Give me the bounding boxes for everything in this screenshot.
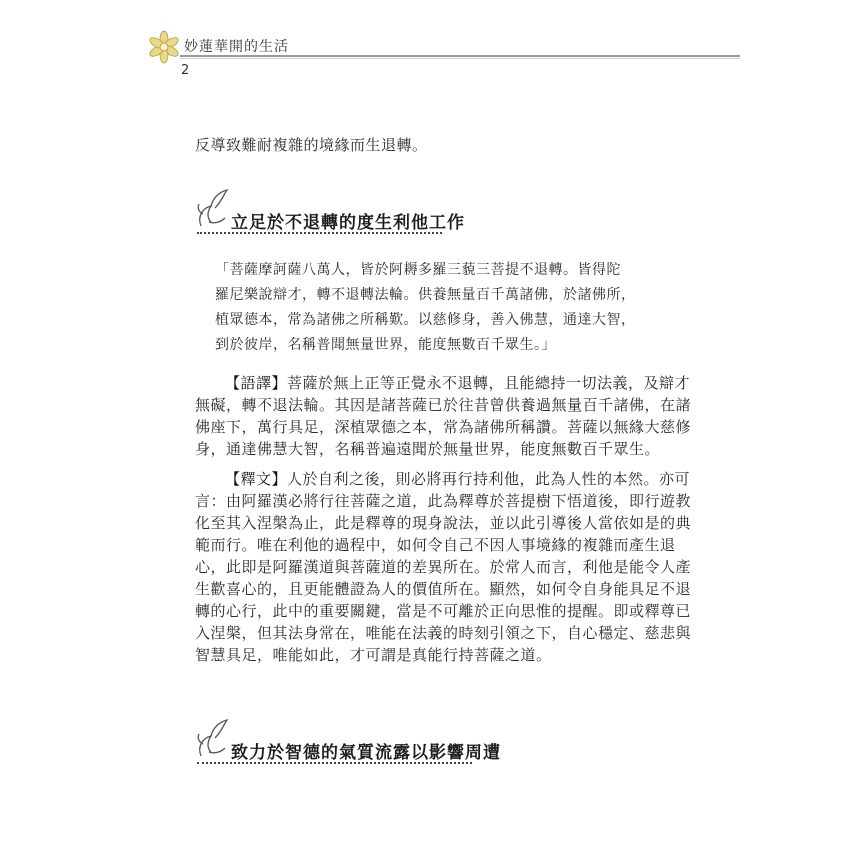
commentary-line: 化至其入涅槃為止，此是釋尊的現身說法，並以此引導後人當依如是的典 — [195, 514, 692, 532]
bird-ornament-icon — [195, 716, 233, 760]
translation-line: 佛座下，萬行具足，深植眾德之本，常為諸佛所稱讚。菩薩以無緣大慈修 — [195, 418, 692, 436]
section-heading-1 — [195, 186, 675, 236]
section-heading-text: 立足於不退轉的度生利他工作 — [231, 213, 465, 233]
commentary-line: 生歡喜心的，且更能體證為人的價值所在。顯然，如何令自身能具足不退 — [195, 580, 692, 598]
bird-ornament-icon — [195, 186, 233, 230]
quote-line: 到於彼岸，名稱普聞無量世界，能度無數百千眾生。」 — [215, 337, 556, 353]
commentary-paragraph — [195, 468, 692, 666]
book-title: 妙蓮華開的生活 — [184, 39, 289, 55]
heading-dotted-underline — [197, 762, 472, 764]
commentary-line: 智慧具足，唯能如此，才可謂是真能行持菩薩之道。 — [195, 646, 552, 664]
section-heading-text: 致力於智德的氣質流露以影響周遭 — [231, 743, 501, 763]
commentary-line: 【釋文】人於自利之後，則必將再行持利他，此為人性的本然。亦可 — [225, 470, 691, 488]
translation-line: 無礙，轉不退法輪。其因是諸菩薩已於往昔曾供養過無量百千諸佛，在諸 — [195, 396, 692, 414]
commentary-label: 【釋文】 — [225, 470, 288, 488]
header-rule — [180, 55, 740, 57]
translation-line: 身，通達佛慧大智，名稱普遍遠聞於無量世界，能度無數百千眾生。 — [195, 440, 661, 458]
quote-line: 植眾德本，常為諸佛之所稱歎。以慈修身，善入佛慧，通達大智， — [215, 312, 636, 328]
page-header — [0, 0, 850, 80]
quote-line: 「菩薩摩訶薩八萬人，皆於阿耨多羅三藐三菩提不退轉。皆得陀 — [215, 262, 621, 278]
commentary-line: 範而行。唯在利他的過程中，如何令自己不因人事境緣的複雜而產生退 — [195, 536, 676, 554]
translation-label: 【語譯】 — [225, 374, 288, 392]
header-rule-secondary — [180, 58, 740, 59]
translation-line: 【語譯】菩薩於無上正等正覺永不退轉，且能總持一切法義，及辯才 — [225, 374, 691, 392]
sutra-quote — [215, 258, 635, 358]
heading-dotted-underline — [197, 232, 442, 234]
commentary-line: 心，此即是阿羅漢道與菩薩道的差異所在。於常人而言，利他是能令人產 — [195, 558, 692, 576]
commentary-line: 入涅槃，但其法身常在，唯能在法義的時刻引領之下，自心穩定、慈悲與 — [195, 624, 692, 642]
intro-paragraph: 反導致難耐複雜的境緣而生退轉。 — [195, 136, 428, 154]
section-heading-2 — [195, 716, 675, 766]
page-number: 2 — [181, 63, 190, 78]
quote-line: 羅尼樂說辯才，轉不退轉法輪。供養無量百千萬諸佛，於諸佛所， — [215, 287, 636, 303]
translation-paragraph — [195, 372, 692, 460]
commentary-line: 轉的心行，此中的重要關鍵，當是不可離於正向思惟的提醒。即或釋尊已 — [195, 602, 692, 620]
commentary-line: 言：由阿羅漢必將行往菩薩之道，此為釋尊於菩提樹下悟道後，即行遊教 — [195, 492, 692, 510]
lotus-logo-icon — [147, 30, 181, 64]
